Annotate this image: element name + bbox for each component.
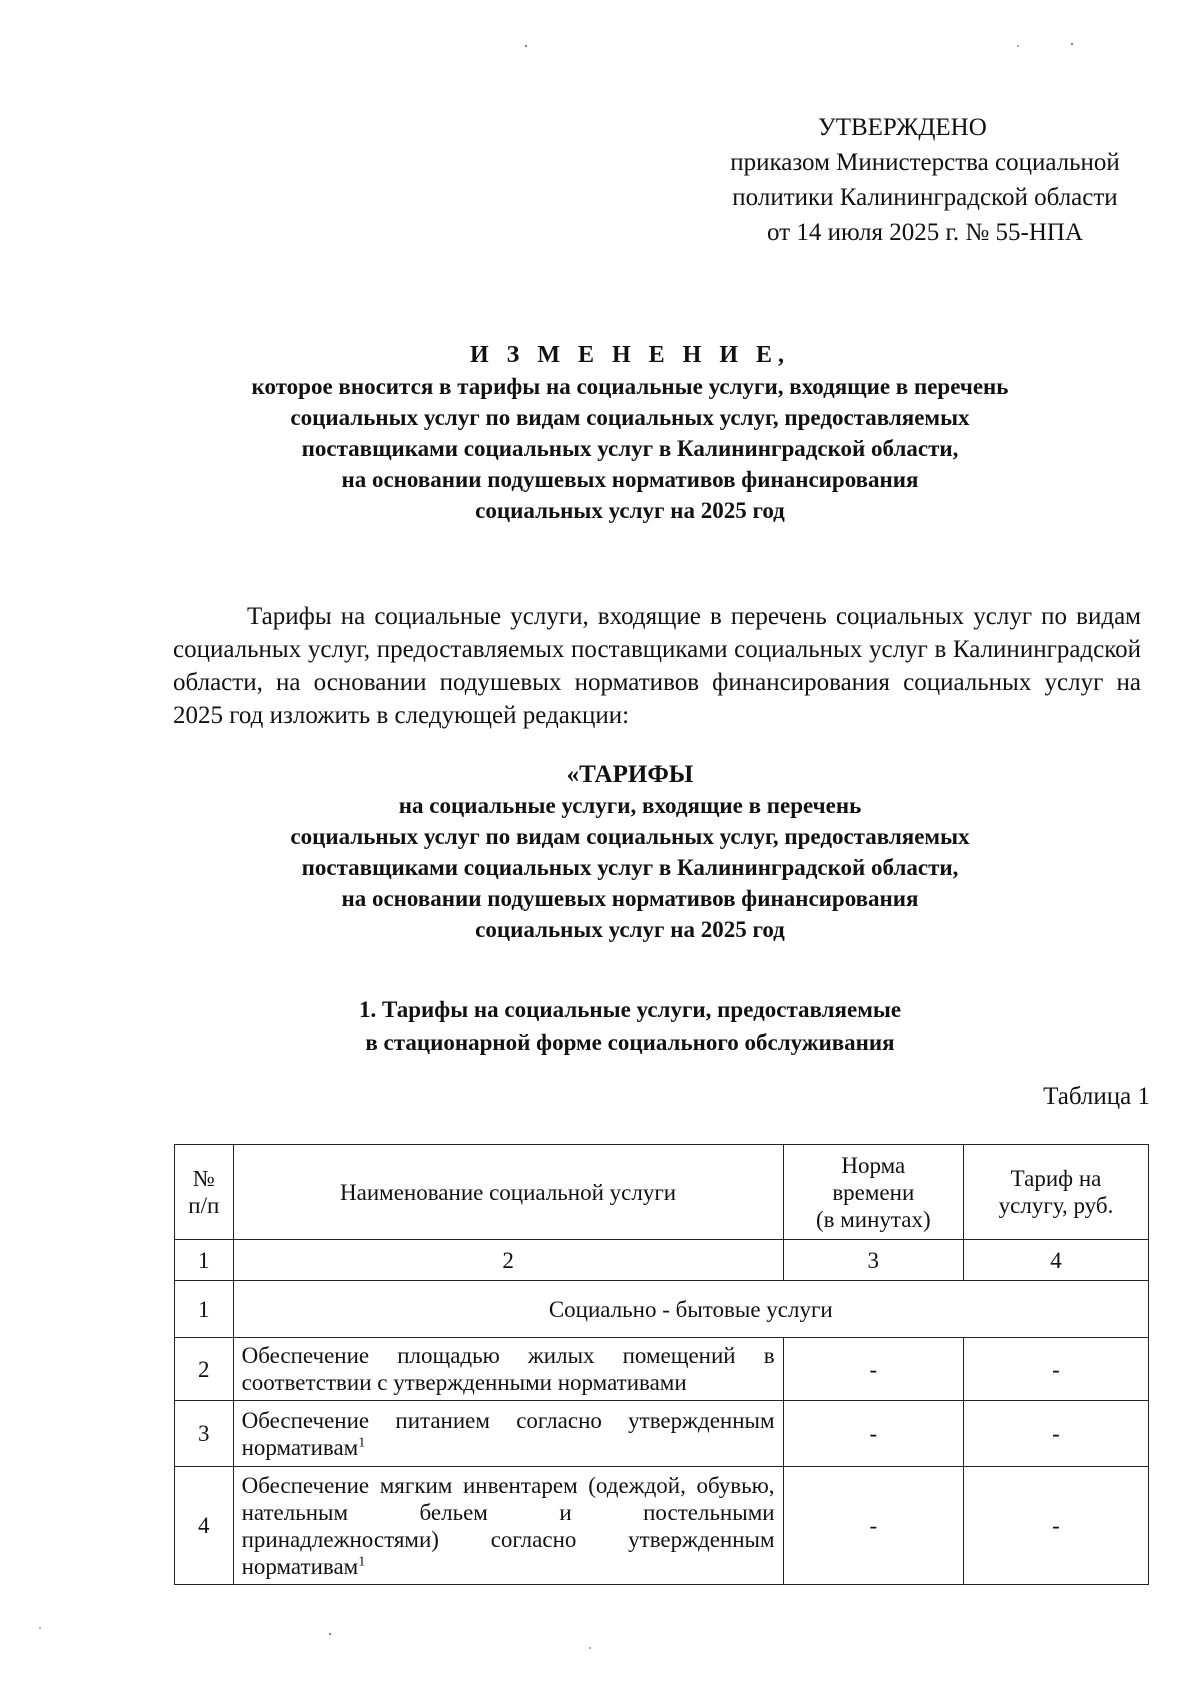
change-title-line: социальных услуг по видам социальных услуг, предоставляемых [290, 405, 970, 430]
header-tariff-line: услугу, руб. [998, 1193, 1114, 1218]
column-number: 3 [783, 1240, 963, 1281]
row-service-name [233, 1338, 783, 1401]
header-num [175, 1145, 234, 1240]
scan-speck [329, 1633, 331, 1635]
column-number: 4 [964, 1240, 1149, 1281]
tariffs-title-line: на социальные услуги, входящие в перечень [398, 793, 862, 818]
scan-speck [39, 1627, 41, 1629]
change-title-line: на основании подушевых нормативов финансирования [341, 467, 919, 492]
header-service-name: Наименование социальной услуги [233, 1145, 783, 1240]
section-title-line: в стационарной форме социального обслуживания [365, 1030, 895, 1055]
row-service-name [233, 1401, 783, 1467]
row-tariff: - [964, 1467, 1149, 1585]
section-title-line: 1. Тарифы на социальные услуги, предоставляемые [358, 997, 902, 1022]
row-time: - [783, 1338, 963, 1401]
change-title-line: социальных услуг на 2025 год [475, 498, 785, 523]
approval-date-line: от 14 июля 2025 г. № 55-НПА [766, 219, 1084, 246]
scan-speck [525, 45, 527, 47]
approval-title: УТВЕРЖДЕНО [818, 114, 987, 141]
approval-block [690, 110, 1160, 250]
table-row [175, 1467, 1149, 1585]
change-title-line: поставщиками социальных услуг в Калининградской области, [301, 436, 959, 461]
scan-speck [1017, 45, 1019, 47]
header-time-line: Норма [841, 1152, 906, 1178]
footnote-mark: 1 [358, 1434, 366, 1450]
row-num: 3 [175, 1401, 234, 1467]
tariffs-title-line: на основании подушевых нормативов финансирования [341, 886, 919, 911]
row-service-text: Обеспечение мягким инвентарем (одеждой, обувью, нательным бельем и постельными принадлежностями) согласно утвержденным нормативам [241, 1472, 775, 1579]
tariffs-title-line: социальных услуг на 2025 год [475, 917, 785, 942]
header-tariff [964, 1145, 1149, 1240]
table-row [175, 1338, 1149, 1401]
header-num-symbol: № [192, 1166, 215, 1191]
tariffs-heading: «ТАРИФЫ [566, 761, 694, 788]
body-paragraph: Тарифы на социальные услуги, входящие в перечень социальных услуг по видам социальных услуг, предоставляемых поставщиками социальных услуг в Калининградской области, на основании подушевых нормативов финансирования социальных услуг на 2025 год изложить в следующей редакции: [173, 603, 1141, 729]
column-number: 1 [175, 1240, 234, 1281]
row-service-name [233, 1467, 783, 1585]
section-row [175, 1281, 1149, 1338]
row-tariff: - [964, 1401, 1149, 1467]
change-heading: И З М Е Н Е Н И Е, [469, 342, 790, 368]
scan-speck [589, 1647, 591, 1649]
change-title [150, 340, 1110, 526]
row-service-text: Обеспечение площадью жилых помещений в соответствии с утвержденными нормативами [241, 1343, 775, 1395]
section-row-num: 1 [175, 1281, 234, 1338]
header-tariff-line: Тариф на [1010, 1166, 1102, 1191]
row-num: 4 [175, 1467, 234, 1585]
header-num-abbr: п/п [188, 1193, 220, 1218]
table-caption: Таблица 1 [1043, 1083, 1150, 1110]
row-time: - [783, 1467, 963, 1585]
approval-ministry-line: политики Калининградской области [732, 184, 1118, 211]
row-tariff: - [964, 1338, 1149, 1401]
header-time-line: (в минутах) [815, 1206, 931, 1232]
row-time: - [783, 1401, 963, 1467]
approval-order-line: приказом Министерства социальной [730, 149, 1120, 176]
tariffs-table [174, 1144, 1149, 1585]
change-title-line: которое вносится в тарифы на социальные услуги, входящие в перечень [251, 374, 1009, 399]
header-time-line: времени [832, 1179, 915, 1205]
table-header-row [175, 1145, 1149, 1240]
section-row-label: Социально - бытовые услуги [233, 1281, 1148, 1338]
table-row [175, 1401, 1149, 1467]
column-number-row [175, 1240, 1149, 1281]
column-number: 2 [233, 1240, 783, 1281]
header-time-norm [783, 1145, 963, 1240]
row-service-text: Обеспечение питанием согласно утвержденным нормативам [241, 1407, 775, 1460]
tariffs-title-line: социальных услуг по видам социальных услуг, предоставляемых [290, 824, 970, 849]
section-title [150, 993, 1110, 1059]
scan-speck [1071, 43, 1073, 45]
tariffs-title [150, 759, 1110, 945]
footnote-mark: 1 [358, 1553, 366, 1569]
row-num: 2 [175, 1338, 234, 1401]
tariffs-title-line: поставщиками социальных услуг в Калининградской области, [301, 855, 959, 880]
